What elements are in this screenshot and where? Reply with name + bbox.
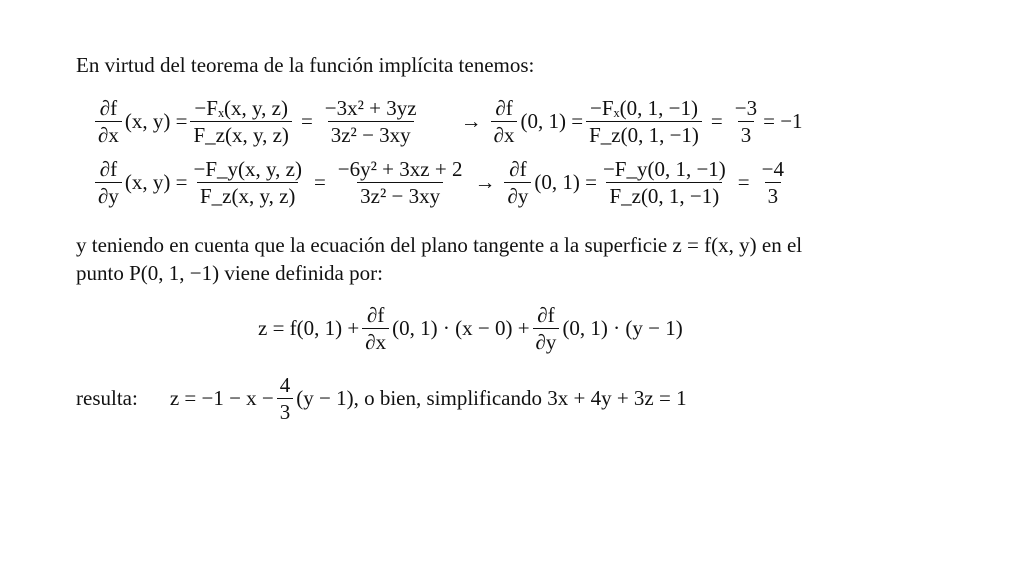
paragraph-line-1: y teniendo en cuenta que la ecuación del plano tangente a la superficie z = f(x, y) en el [76,233,803,257]
fraction-numerator: 4 [279,373,291,397]
result-label: resulta: [76,386,138,410]
coefficient-fraction [277,373,294,424]
result-expression-start: z = −1 − x − [169,386,274,410]
fraction-denominator: ∂y [504,182,531,208]
partial-fraction [362,303,389,354]
fraction-numerator: −F_y(x, y, z) [193,157,302,181]
fraction-denominator: ∂x [362,328,389,354]
equation-row-1: $\frac{\partial f}{\partial x}$ (x, y) = $\frac{\text{−Fₓ(x, y, z)}}{F\_z(x, y, z)}$ = $\frac{\text{−3x² + 3yz}}{\text{3z² − 3xy}}$ → $\frac{\partial f}{\partial x}$ (0, 1) = $\frac{\text{−Fₓ(0, 1, −1)}}{F\_z(0, 1, -1)}$ = $\frac{-3}{3}$ = −1 [92,96,803,147]
function-arguments: (x, y) = [124,109,188,133]
evaluated-arguments: (0, 1) = [534,170,597,194]
fraction-denominator: 3 [277,398,294,424]
fraction-numerator: ∂f [495,96,513,120]
arrow-symbol: → [474,170,496,194]
fraction-numerator: ∂f [509,157,527,181]
function-arguments: (x, y) = [124,170,188,194]
paragraph-line-2: punto P(0, 1, −1) viene definida por: [76,261,383,285]
result-line [76,373,687,424]
fraction-denominator: F_z(x, y, z) [190,121,291,147]
fraction-denominator: 3 [765,182,782,208]
implicit-fraction [190,96,291,147]
intro-text: En virtud del teorema de la función implícita tenemos: [76,53,535,77]
equation-row-2: $\frac{\partial f}{\partial y}$ (x, y) = $\frac{-F\_y(x, y, z)}{F\_z(x, y, z)}$ = $\frac{\text{−6y² + 3xz + 2}}{\text{3z² − 3xy}}$ → $\frac{\partial f}{\partial y}$ (0, 1) = $\frac{-F\_y(0, 1, -1)}{F\_z(0, 1, -1)}$ = $\frac{-4}{3}$ [92,157,790,208]
arrow-symbol: → [460,109,482,133]
partial-fraction [491,96,518,147]
tangent-plane-equation [258,303,683,354]
evaluated-fraction [600,157,729,208]
fraction-numerator: ∂f [99,96,118,120]
fraction-denominator: ∂y [533,328,560,354]
numeric-fraction [759,157,787,208]
fraction-numerator: ∂f [99,157,118,181]
fraction-denominator: ∂y [95,182,122,208]
evaluated-arguments: (0, 1) = [520,109,584,133]
numeric-fraction [732,96,760,147]
fraction-numerator: −6y² + 3xz + 2 [337,157,463,181]
fraction-denominator: F_z(0, 1, −1) [606,182,722,208]
fraction-denominator: 3z² − 3xy [357,182,443,208]
partial-fraction [504,157,531,208]
fraction-numerator: −Fₓ(x, y, z) [194,96,288,120]
expression-fraction [335,157,466,208]
fraction-denominator: 3 [738,121,755,147]
fraction-denominator: ∂x [491,121,518,147]
equation-middle: (0, 1) · (x − 0) + [392,316,530,340]
result-value: = −1 [763,109,803,133]
fraction-numerator: ∂f [367,303,385,327]
expression-fraction [322,96,420,147]
implicit-fraction [190,157,304,208]
fraction-numerator: −3x² + 3yz [324,96,417,120]
fraction-denominator: F_z(x, y, z) [197,182,298,208]
partial-fraction [533,303,560,354]
evaluated-fraction [586,96,702,147]
partial-fraction [95,157,122,208]
fraction-denominator: ∂x [95,121,122,147]
fraction-numerator: −3 [734,96,758,120]
fraction-numerator: −F_y(0, 1, −1) [602,157,726,181]
partial-fraction [95,96,122,147]
equation-lhs: z = f(0, 1) + [258,316,360,340]
fraction-denominator: 3z² − 3xy [328,121,414,147]
fraction-numerator: −4 [761,157,784,181]
fraction-numerator: ∂f [537,303,555,327]
result-expression-end: (y − 1), o bien, simplificando 3x + 4y + 3z = 1 [296,386,687,410]
fraction-numerator: −Fₓ(0, 1, −1) [590,96,698,120]
equation-end: (0, 1) · (y − 1) [562,316,683,340]
fraction-denominator: F_z(0, 1, −1) [586,121,702,147]
